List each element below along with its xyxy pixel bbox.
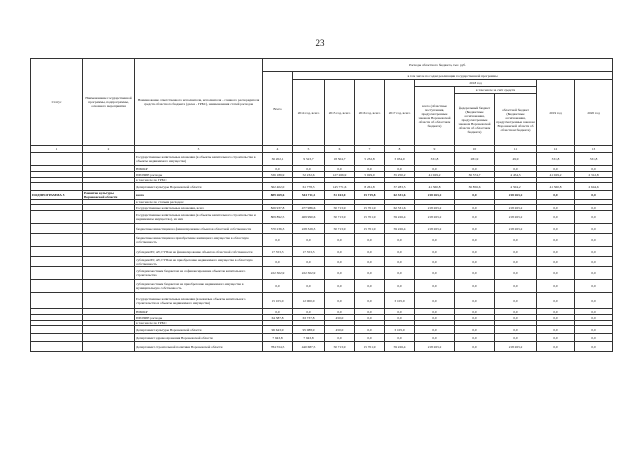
value-cell: 64 387,8 [263, 315, 293, 321]
table-row [31, 267, 613, 280]
value-cell: 331,8 [537, 153, 575, 166]
value-cell: 15 105,0 [263, 293, 293, 309]
program-cell [83, 257, 135, 267]
value-cell: 0,0 [537, 280, 575, 293]
expense-item-cell: всего [135, 191, 263, 200]
value-cell: 0,0 [495, 257, 537, 267]
value-cell: 15 701,9 [355, 211, 385, 224]
expense-item-cell: Государственные капитальные вложения (в объекты капитального строительства в объекты недвижимого имущества) [135, 153, 263, 166]
value-cell: 0,0 [537, 309, 575, 315]
value-cell: 281,9 [455, 153, 495, 166]
value-cell: 7 943,8 [263, 334, 293, 342]
value-cell: 3 105,0 [385, 293, 415, 309]
value-cell: 0,0 [325, 247, 355, 257]
program-cell [83, 293, 135, 309]
value-cell: 50 713,9 [325, 342, 355, 352]
value-cell: 0,0 [415, 257, 455, 267]
value-cell: 3 034,0 [385, 153, 415, 166]
column-number: 12 [537, 146, 575, 153]
value-cell: 145 771,6 [325, 183, 355, 191]
value-cell: 218 263,2 [495, 191, 537, 200]
table-row [31, 257, 613, 267]
value-cell: 50 713,9 [325, 211, 355, 224]
value-cell: 17 353,3 [263, 247, 293, 257]
value-cell: 0,0 [537, 247, 575, 257]
value-cell: 0,0 [263, 234, 293, 247]
value-cell: 0,0 [385, 315, 415, 321]
value-cell: 218 263,2 [495, 211, 537, 224]
table-row [31, 280, 613, 293]
table-row [31, 224, 613, 234]
header-expenses: Расходы областного бюджета, тыс. руб. [263, 59, 613, 72]
value-cell: 35 250,2 [385, 172, 415, 178]
status-cell [31, 326, 83, 334]
value-cell: 0,0 [495, 280, 537, 293]
value-cell: 0,0 [325, 166, 355, 172]
value-cell: 0,0 [355, 280, 385, 293]
value-cell: 0,0 [537, 166, 575, 172]
table-row [31, 334, 613, 342]
value-cell: 0,0 [293, 309, 325, 315]
value-cell: 4 454,5 [495, 172, 537, 178]
header-2015: 2015 год, всего [325, 80, 355, 146]
expense-item-cell: Государственные капитальные вложения (в нежилые объекты капитального строительства и объекты недвижимого имущества) [135, 293, 263, 309]
value-cell: 15 719,8 [355, 191, 385, 200]
program-cell [83, 153, 135, 166]
program-cell [83, 267, 135, 280]
value-cell: 570 236,3 [263, 224, 293, 234]
value-cell: 0,0 [537, 234, 575, 247]
value-cell: 5 029,0 [355, 172, 385, 178]
value-cell: 218 263,2 [495, 342, 537, 352]
value-cell: 222 302,9 [293, 267, 325, 280]
value-cell: 0,0 [385, 234, 415, 247]
value-cell: 0,0 [455, 334, 495, 342]
status-cell [31, 293, 83, 309]
value-cell: 0,0 [575, 247, 613, 257]
header-2018-total: всего (областные поступления, предусмотренные законом Воронежской области об областном бюджете) [415, 87, 455, 146]
value-cell: 0,0 [455, 267, 495, 280]
column-number: 11 [495, 146, 537, 153]
program-cell [83, 334, 135, 342]
value-cell: 17 353,3 [293, 247, 325, 257]
value-cell: 0,0 [455, 224, 495, 234]
expense-item-cell: в том числе по ГРБС: [135, 321, 263, 326]
value-cell: 96 643,9 [263, 326, 293, 334]
value-cell: 0,0 [537, 334, 575, 342]
value-cell: 0,0 [537, 205, 575, 211]
status-cell [31, 153, 83, 166]
header-2019: 2019 год [537, 80, 575, 146]
value-cell: 0,0 [455, 326, 495, 334]
expense-item-cell: субсидии местным бюджетам на приобретение недвижимого имущества в муниципальную собственность [135, 280, 263, 293]
value-cell: 0,0 [325, 234, 355, 247]
header-incl2: в том числе за счёт средств [455, 87, 537, 94]
value-cell: 218 263,2 [415, 211, 455, 224]
program-cell [83, 234, 135, 247]
status-cell: ПОДПРОГРАММА 5 [31, 191, 83, 200]
header-regional: областной бюджет (Бюджетные ассигнования, предусмотренные законом Воронежской области об областном бюджете) [495, 94, 537, 146]
value-cell: 36 202,1 [263, 153, 293, 166]
value-cell: 0,0 [355, 334, 385, 342]
value-cell: 0,0 [537, 267, 575, 280]
status-cell [31, 280, 83, 293]
value-cell: 2 312,8 [575, 172, 613, 178]
value-cell: 0,0 [355, 166, 385, 172]
value-cell: 0,0 [415, 293, 455, 309]
value-cell: 41 029,2 [415, 172, 455, 178]
value-cell: 0,0 [495, 309, 537, 315]
value-cell: 0,0 [455, 247, 495, 257]
value-cell: 0,0 [385, 257, 415, 267]
value-cell: 0,0 [537, 257, 575, 267]
expense-item-cell: бюджетные инвестиции на приобретение жилищного имущества в областную собственность [135, 234, 263, 247]
value-cell: 0,0 [537, 224, 575, 234]
value-cell: 0,0 [575, 224, 613, 234]
expense-item-cell: субсидии БУ, АУ, ГУПам на финансирование объектов областной собственности [135, 247, 263, 257]
header-total: Всего [263, 72, 293, 146]
expense-item-cell: субсидии местным бюджетам на софинансирование объектов капитального строительства [135, 267, 263, 280]
expense-item-cell: субсидии БУ, АУ, ГУПам на приобретение недвижимого имущества в областную собственность [135, 257, 263, 267]
value-cell: 0,0 [575, 257, 613, 267]
value-cell: 8 261,8 [355, 183, 385, 191]
value-cell: 0,0 [495, 315, 537, 321]
value-cell: 0,0 [263, 166, 293, 172]
value-cell: 0,0 [455, 293, 495, 309]
program-cell [83, 280, 135, 293]
value-cell: 0,0 [325, 257, 355, 267]
column-number: 7 [355, 146, 385, 153]
value-cell: 2 644,6 [575, 183, 613, 191]
value-cell: 469 990,6 [293, 211, 325, 224]
value-cell: 0,0 [455, 234, 495, 247]
program-cell: Развитие культуры Воронежской области [83, 191, 135, 200]
value-cell: 218 263,2 [415, 205, 455, 211]
value-cell: 544 711,2 [293, 191, 325, 200]
status-cell [31, 224, 83, 234]
value-cell: 0,0 [415, 315, 455, 321]
value-cell: 63 737,8 [293, 315, 325, 321]
value-cell: 0,0 [575, 326, 613, 334]
value-cell: 0,0 [495, 293, 537, 309]
value-cell: 0,0 [325, 293, 355, 309]
value-cell: 0,0 [537, 326, 575, 334]
value-cell: 0,0 [385, 247, 415, 257]
value-cell: 0,0 [415, 334, 455, 342]
column-number: 2 [83, 146, 135, 153]
value-cell: 0,0 [415, 234, 455, 247]
value-cell: 0,0 [455, 309, 495, 315]
value-cell: 0,0 [385, 166, 415, 172]
value-cell: 0,0 [355, 257, 385, 267]
value-cell: 4 504,2 [495, 183, 537, 191]
value-cell: 0,0 [537, 191, 575, 200]
expense-item-cell: ПРОЧИЕ расходы [135, 172, 263, 178]
expense-item-cell: ПРОЧИЕ расходы [135, 315, 263, 321]
value-cell: 809 892,5 [263, 211, 293, 224]
program-cell [83, 247, 135, 257]
value-cell: 0,0 [455, 257, 495, 267]
value-cell: 0,0 [537, 315, 575, 321]
value-cell: 3 105,0 [385, 326, 415, 334]
header-responsible: Наименование ответственного исполнителя, исполнителя – главного распорядителя средств областного бюджета (далее - ГРБС), наименования статей расходов [135, 59, 263, 146]
value-cell: 0,0 [575, 166, 613, 172]
value-cell: 331,8 [415, 153, 455, 166]
value-cell: 59 226,4 [385, 342, 415, 352]
program-cell [83, 224, 135, 234]
value-cell: 61 778,3 [293, 183, 325, 191]
value-cell: 0,0 [355, 247, 385, 257]
value-cell: 41 029,2 [537, 172, 575, 178]
value-cell: 0,0 [575, 191, 613, 200]
value-cell: 0,0 [263, 309, 293, 315]
value-cell: 336 189,9 [263, 172, 293, 178]
value-cell: 0,0 [575, 334, 613, 342]
value-cell: 15 701,9 [355, 342, 385, 352]
value-cell: 0,0 [495, 267, 537, 280]
status-cell [31, 342, 83, 352]
value-cell: 0,0 [293, 166, 325, 172]
value-cell: 59 226,4 [385, 211, 415, 224]
value-cell: 0,0 [455, 315, 495, 321]
status-cell [31, 267, 83, 280]
value-cell: 0,0 [495, 326, 537, 334]
value-cell: 218 263,2 [415, 191, 455, 200]
expense-item-cell: НИОКР [135, 166, 263, 172]
value-cell: 41 360,8 [537, 183, 575, 191]
program-cell [83, 183, 135, 191]
header-2014: 2014 год, всего [293, 80, 325, 146]
value-cell: 0,0 [293, 280, 325, 293]
value-cell: 0,0 [575, 309, 613, 315]
column-number: 4 [263, 146, 293, 153]
expense-item-cell: в том числе по статьям расходов: [135, 200, 263, 205]
value-cell: 0,0 [415, 280, 455, 293]
header-federal: федеральный бюджет (Бюджетные ассигнования, предусмотренные законом Воронежской области об областном бюджете) [455, 94, 495, 146]
value-cell: 450,0 [325, 326, 355, 334]
expense-item-cell: Департамент культуры Воронежской области [135, 326, 263, 334]
value-cell: 0,0 [455, 191, 495, 200]
value-cell: 218 263,2 [415, 224, 455, 234]
value-cell: 0,0 [355, 267, 385, 280]
value-cell: 0,0 [495, 234, 537, 247]
value-cell: 331,8 [575, 153, 613, 166]
value-cell: 0,0 [325, 309, 355, 315]
table-row [31, 293, 613, 309]
value-cell: 0,0 [455, 342, 495, 352]
value-cell: 59 226,4 [385, 224, 415, 234]
column-number: 10 [455, 146, 495, 153]
value-cell: 0,0 [325, 267, 355, 280]
value-cell: 218 263,2 [495, 205, 537, 211]
column-number: 6 [325, 146, 355, 153]
value-cell: 15 701,9 [355, 205, 385, 211]
table-row [31, 234, 613, 247]
value-cell: 62 331,6 [385, 205, 415, 211]
status-cell [31, 247, 83, 257]
expense-item-cell: в том числе по ГРБС: [135, 178, 263, 183]
value-cell: 0,0 [495, 247, 537, 257]
program-cell [83, 211, 135, 224]
header-program: Наименование государственной программы, подпрограммы, основного мероприятия [83, 59, 135, 146]
value-cell: 127 266,9 [325, 172, 355, 178]
status-cell [31, 183, 83, 191]
value-cell: 52 232,6 [293, 172, 325, 178]
value-cell: 0,0 [325, 280, 355, 293]
header-incl: в том числе по годам реализации государственной программы [293, 72, 613, 80]
table-row [31, 211, 613, 224]
status-cell [31, 211, 83, 224]
value-cell: 0,0 [575, 267, 613, 280]
value-cell: 49,9 [495, 153, 537, 166]
value-cell: 5 232,8 [355, 153, 385, 166]
value-cell: 0,0 [575, 315, 613, 321]
table-row [31, 153, 613, 166]
value-cell: 51 163,0 [325, 191, 355, 200]
value-cell: 0,0 [415, 309, 455, 315]
value-cell: 0,0 [495, 334, 537, 342]
expense-item-cell: Департамент здравоохранения Воронежской области [135, 334, 263, 342]
value-cell: 826 937,8 [263, 205, 293, 211]
table-row [31, 326, 613, 334]
value-cell: 889 269,6 [263, 191, 293, 200]
header-status: Статус [31, 59, 83, 146]
value-cell: 50 713,9 [325, 224, 355, 234]
table-row [31, 191, 613, 200]
value-cell: 0,0 [575, 280, 613, 293]
column-number: 13 [575, 146, 613, 153]
program-cell [83, 326, 135, 334]
value-cell: 0,0 [455, 205, 495, 211]
column-number: 5 [293, 146, 325, 153]
value-cell: 41 360,8 [415, 183, 455, 191]
value-cell: 62 331,6 [385, 191, 415, 200]
value-cell: 37 283,5 [385, 183, 415, 191]
value-cell: 0,0 [385, 309, 415, 315]
status-cell [31, 334, 83, 342]
value-cell: 218 263,2 [415, 342, 455, 352]
value-cell: 0,0 [575, 205, 613, 211]
value-cell: 218 263,2 [495, 224, 537, 234]
value-cell: 0,0 [385, 267, 415, 280]
expense-item-cell: Государственные капитальные вложения (в объекты капитального строительства и недвижимое имущество), из них [135, 211, 263, 224]
value-cell: 0,0 [415, 326, 455, 334]
value-cell: 440 687,5 [293, 342, 325, 352]
value-cell: 0,0 [355, 315, 385, 321]
value-cell: 228 329,3 [293, 224, 325, 234]
value-cell: 0,0 [325, 334, 355, 342]
header-2016: 2016 год, всего [355, 80, 385, 146]
value-cell: 362 402,0 [263, 183, 293, 191]
value-cell: 9 523,7 [293, 153, 325, 166]
value-cell: 7 943,8 [293, 334, 325, 342]
value-cell: 0,0 [355, 234, 385, 247]
value-cell: 0,0 [537, 293, 575, 309]
header-2018: 2018 год [415, 80, 537, 87]
value-cell: 0,0 [575, 342, 613, 352]
value-cell: 0,0 [415, 247, 455, 257]
value-cell: 0,0 [355, 293, 385, 309]
value-cell: 784 554,5 [263, 342, 293, 352]
value-cell: 0,0 [455, 280, 495, 293]
value-cell: 15 701,9 [355, 224, 385, 234]
value-cell: 0,0 [455, 166, 495, 172]
value-cell: 36 856,6 [455, 183, 495, 191]
value-cell: 0,0 [537, 211, 575, 224]
value-cell: 222 302,9 [263, 267, 293, 280]
expense-item-cell: НИОКР [135, 309, 263, 315]
column-number: 9 [415, 146, 455, 153]
status-cell [31, 234, 83, 247]
value-cell: 0,0 [415, 267, 455, 280]
column-number: 1 [31, 146, 83, 153]
value-cell: 450,0 [325, 315, 355, 321]
table-row [31, 183, 613, 191]
value-cell: 50 713,9 [325, 205, 355, 211]
value-cell: 0,0 [263, 257, 293, 267]
value-cell: 0,0 [495, 166, 537, 172]
value-cell: 36 574,7 [455, 172, 495, 178]
value-cell: 0,0 [355, 326, 385, 334]
value-cell: 0,0 [455, 211, 495, 224]
expense-item-cell: Департамент строительной политики Воронежской области [135, 342, 263, 352]
table-row [31, 247, 613, 257]
value-cell: 0,0 [263, 280, 293, 293]
status-cell [31, 257, 83, 267]
header-2017: 2017 год, всего [385, 80, 415, 146]
value-cell: 477 986,6 [293, 205, 325, 211]
value-cell: 0,0 [385, 280, 415, 293]
value-cell: 0,0 [415, 166, 455, 172]
value-cell: 0,0 [537, 342, 575, 352]
column-number: 3 [135, 146, 263, 153]
value-cell: 95 088,9 [293, 326, 325, 334]
table-row [31, 342, 613, 352]
budget-table [30, 58, 613, 352]
page-number: 23 [315, 38, 325, 48]
value-cell: 0,0 [355, 309, 385, 315]
value-cell: 18 504,7 [325, 153, 355, 166]
program-cell [83, 342, 135, 352]
value-cell: 0,0 [293, 234, 325, 247]
value-cell: 0,0 [293, 257, 325, 267]
expense-item-cell: бюджетные инвестиции на финансирование объектов областной собственности [135, 224, 263, 234]
header-2020: 2020 год [575, 80, 613, 146]
value-cell: 12 000,0 [293, 293, 325, 309]
value-cell: 0,0 [575, 293, 613, 309]
expense-item-cell: Государственные капитальные вложения, всего [135, 205, 263, 211]
column-number: 8 [385, 146, 415, 153]
value-cell: 0,0 [385, 334, 415, 342]
value-cell: 0,0 [575, 234, 613, 247]
value-cell: 0,0 [575, 211, 613, 224]
expense-item-cell: Департамент культуры Воронежской области [135, 183, 263, 191]
